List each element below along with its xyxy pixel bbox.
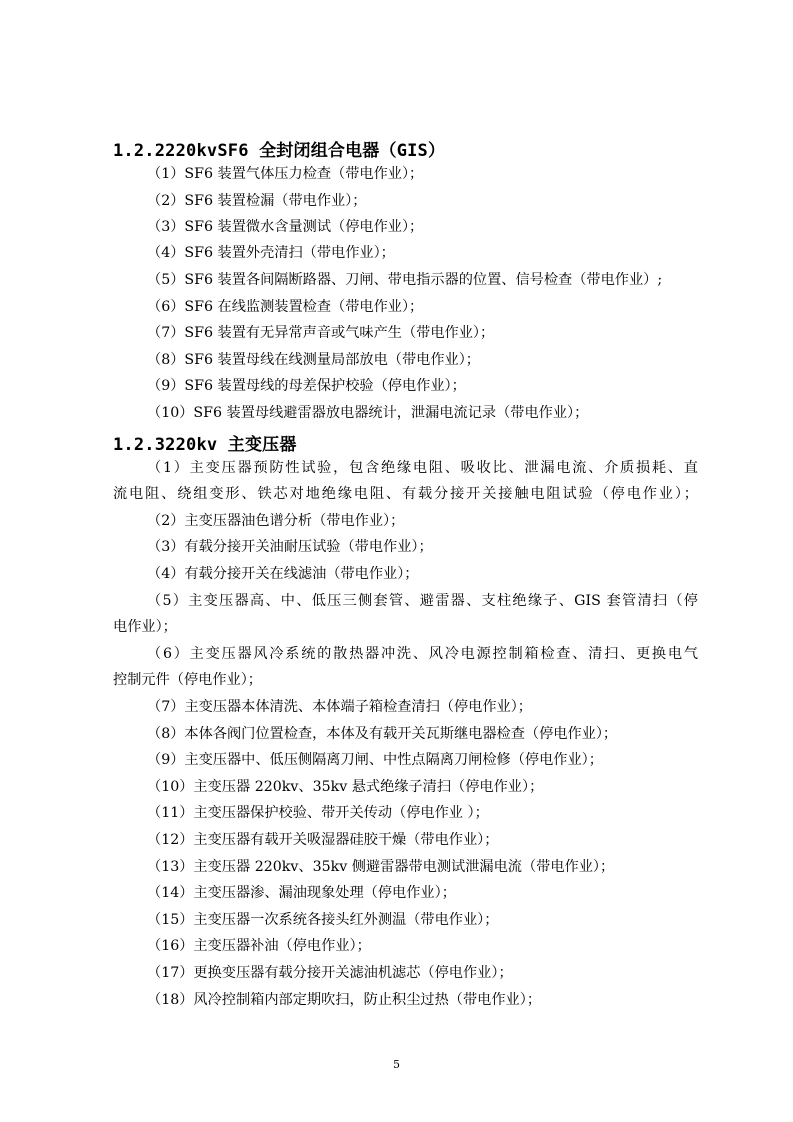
transformer-item-11: （11）主变压器保护校验、带开关传动（停电作业 ）； [147,805,489,821]
transformer-item-16: （16）主变压器补油（停电作业）； [147,938,371,954]
gis-item-9: （9）SF6 装置母线的母差保护校验（停电作业）； [147,378,466,394]
transformer-item-1-line-1: （1）主变压器预防性试验，包含绝缘电阻、吸收比、泄漏电流、介质损耗、直 [147,460,698,476]
transformer-item-17: （17）更换变压器有载分接开关滤油机滤芯（停电作业）； [147,965,513,981]
transformer-item-12: （12）主变压器有载开关吸湿器硅胶干燥（带电作业）； [147,832,499,848]
transformer-item-4: （4）有载分接开关在线滤油（带电作业）； [147,566,419,582]
transformer-item-6-line-1: （6）主变压器风冷系统的散热器冲洗、风冷电源控制箱检查、清扫、更换电气 [147,646,698,662]
gis-item-3: （3）SF6 装置微水含量测试（停电作业）； [147,219,424,235]
transformer-item-8: （8）本体各阀门位置检查，本体及有载开关瓦斯继电器检查（停电作业）； [147,726,618,742]
transformer-item-5-line-2: 电作业）； [113,619,177,635]
transformer-item-5-line-1: （5）主变压器高、中、低压三侧套管、避雷器、支柱绝缘子、GIS 套管清扫（停 [147,593,698,609]
transformer-item-6-line-2: 控制元件（停电作业）； [113,672,262,688]
gis-item-5: （5）SF6 装置各间隔断路器、刀闸、带电指示器的位置、信号检查（带电作业）; [147,272,663,288]
transformer-item-7: （7）主变压器本体清洗、本体端子箱检查清扫（停电作业）； [147,699,532,715]
transformer-item-2: （2）主变压器油色谱分析（带电作业）； [147,513,405,529]
gis-item-10: （10）SF6 装置母线避雷器放电器统计，泄漏电流记录（带电作业）； [147,405,589,421]
transformer-item-13: （13）主变压器 220kv、35kv 侧避雷器带电测试泄漏电流（带电作业）； [147,859,615,875]
transformer-item-14: （14）主变压器渗、漏油现象处理（停电作业）； [147,885,456,901]
transformer-item-9: （9）主变压器中、低压侧隔离刀闸、中性点隔离刀闸检修（停电作业）； [147,752,603,768]
gis-item-4: （4）SF6 装置外壳清扫（带电作业）； [147,245,395,261]
transformer-item-18: （18）风冷控制箱内部定期吹扫，防止积尘过热（带电作业）； [147,992,542,1008]
gis-item-8: （8）SF6 装置母线在线测量局部放电（带电作业）； [147,352,480,368]
transformer-item-1-line-2: 流电阻、绕组变形、铁芯对地绝缘电阻、有载分接开关接触电阻试验（停电作业）； [113,486,698,502]
gis-item-2: （2）SF6 装置检漏（带电作业）； [147,193,367,209]
page-number: 5 [393,1058,400,1071]
gis-item-1: （1）SF6 装置气体压力检查（带电作业）； [147,166,424,182]
gis-item-6: （6）SF6 在线监测装置检查（带电作业）； [147,299,424,315]
gis-item-7: （7）SF6 装置有无异常声音或气味产生（带电作业）； [147,325,495,341]
transformer-item-10: （10）主变压器 220kv、35kv 悬式绝缘子清扫（停电作业）； [147,779,544,795]
section-heading-transformer: 1.2.3220kv 主变压器 [113,435,297,455]
section-heading-gis: 1.2.2220kvSF6 全封闭组合电器（GIS） [113,141,446,161]
transformer-item-3: （3）有载分接开关油耐压试验（带电作业）； [147,539,433,555]
transformer-item-15: （15）主变压器一次系统各接头红外测温（带电作业）； [147,912,499,928]
